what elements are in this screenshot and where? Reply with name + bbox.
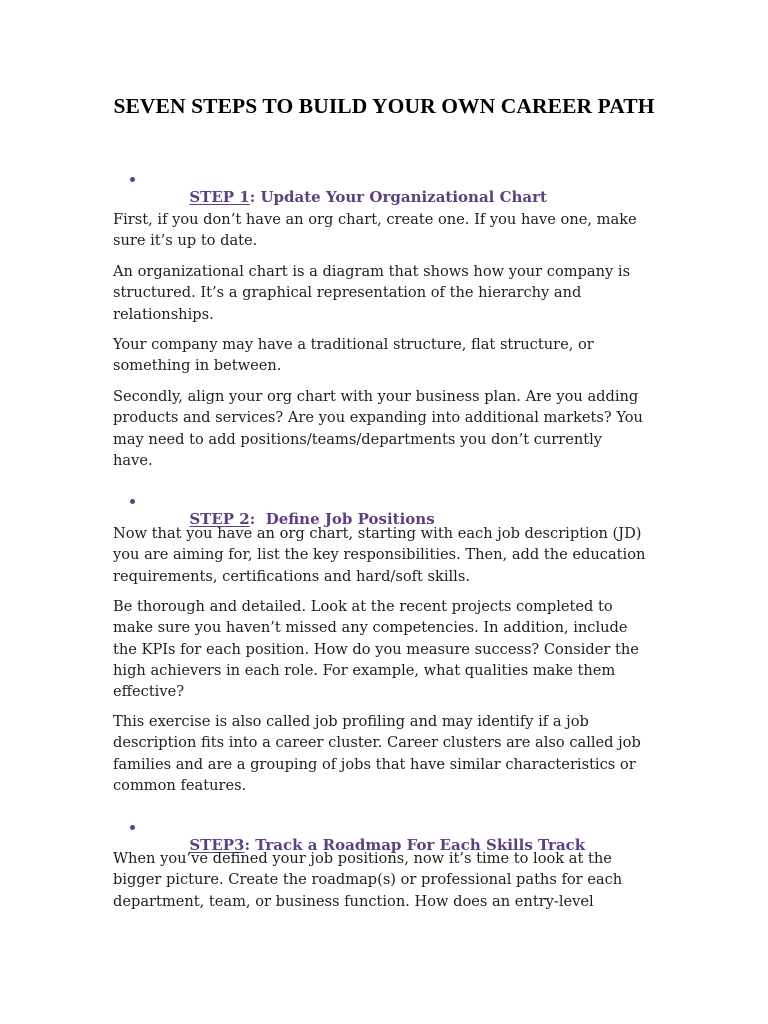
step-2-paragraph-2 — [113, 596, 653, 702]
text-line: Now that you have an org chart, starting with each job description (JD) — [113, 525, 642, 542]
bullet-icon — [130, 499, 135, 504]
step-1-paragraph-2 — [113, 261, 653, 325]
text-line: structured. It’s a graphical representation of the hierarchy and — [113, 284, 582, 302]
bullet-icon — [130, 177, 135, 182]
text-line: something in between. — [113, 357, 282, 375]
step-1-title: : Update Your Organizational Chart — [249, 188, 547, 206]
step-1-label: STEP 1 — [189, 188, 250, 206]
text-line: An organizational chart is a diagram that shows how your company is — [113, 263, 631, 280]
step-3-paragraph-1 — [113, 848, 653, 912]
text-line: First, if you don’t have an org chart, create one. If you have one, make — [113, 211, 637, 228]
text-line: high achievers in each role. For example, what qualities make them — [113, 661, 616, 679]
step-2-paragraph-3 — [113, 711, 653, 796]
step-2-title: : Define Job Positions — [249, 510, 435, 528]
text-line: make sure you haven’t missed any competencies. In addition, include — [113, 619, 628, 637]
text-line: may need to add positions/teams/departments you don’t currently — [113, 430, 603, 448]
step-3-title: : Track a Roadmap For Each Skills Track — [244, 836, 586, 854]
text-line: relationships. — [113, 305, 214, 323]
text-line: requirements, certifications and hard/soft skills. — [113, 567, 470, 585]
bullet-icon — [130, 825, 135, 830]
text-line: Your company may have a traditional structure, flat structure, or — [113, 336, 594, 353]
text-line: department, team, or business function. How does an entry-level — [113, 892, 594, 910]
text-line: you are aiming for, list the key responsibilities. Then, add the education — [113, 546, 646, 564]
text-line: description fits into a career cluster. Career clusters are also called job — [113, 734, 641, 752]
text-line: products and services? Are you expanding into additional markets? You — [113, 409, 643, 427]
step-1-paragraph-3 — [113, 334, 653, 377]
text-line: bigger picture. Create the roadmap(s) or professional paths for each — [113, 871, 623, 889]
text-line: sure it’s up to date. — [113, 232, 258, 250]
text-line: Secondly, align your org chart with your business plan. Are you adding — [113, 388, 639, 405]
step-1-paragraph-1 — [113, 209, 653, 252]
text-line: common features. — [113, 776, 247, 794]
text-line: effective? — [113, 683, 185, 701]
text-line: have. — [113, 451, 153, 469]
step-2-label: STEP 2 — [189, 510, 250, 528]
step-3-label: STEP3 — [189, 836, 245, 854]
text-line: Be thorough and detailed. Look at the recent projects completed to — [113, 598, 613, 615]
text-line: This exercise is also called job profiling and may identify if a job — [113, 713, 589, 730]
step-1-paragraph-4 — [113, 386, 653, 471]
text-line: the KPIs for each position. How do you measure success? Consider the — [113, 640, 639, 658]
text-line: When you’ve defined your job positions, now it’s time to look at the — [113, 850, 612, 867]
text-line: families and are a grouping of jobs that have similar characteristics or — [113, 755, 636, 773]
step-2-paragraph-1 — [113, 523, 653, 587]
document-title: SEVEN STEPS TO BUILD YOUR OWN CAREER PATH — [113, 94, 655, 118]
